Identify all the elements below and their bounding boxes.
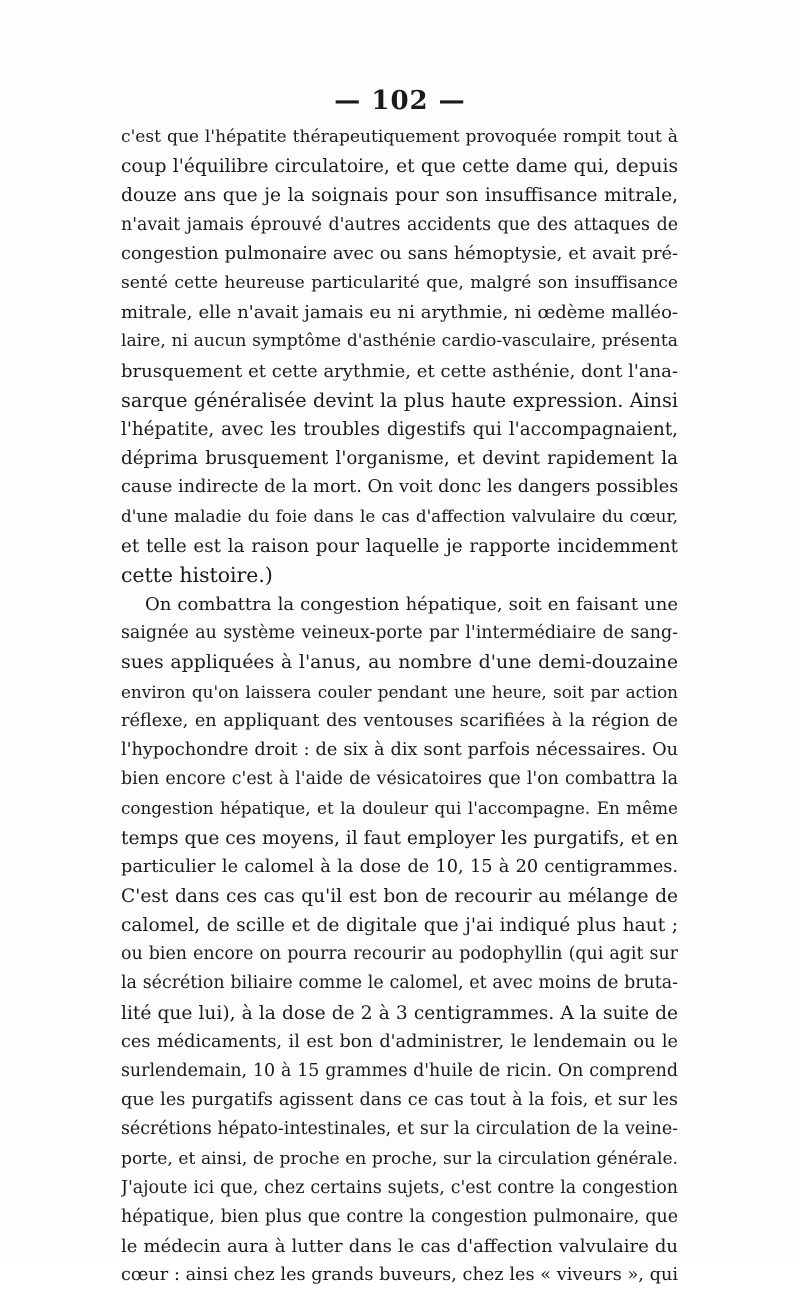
text-line: sécrétions hépato-intestinales, et sur la circulation de la veine- [121, 1119, 678, 1140]
text-line: environ qu'on laissera couler pendant une heure, soit par action [121, 681, 678, 702]
text-line: l'hépatite, avec les troubles digestifs qui l'accompagnaient, [121, 418, 678, 440]
text-line: temps que ces moyens, il faut employer les purgatifs, et en [121, 827, 678, 849]
text-line: senté cette heureuse particularité que, malgré son insuffisance [121, 272, 678, 293]
text-line: hépatique, bien plus que contre la congestion pulmonaire, que [121, 1206, 678, 1227]
body-text [121, 123, 678, 1291]
text-line: l'hypochondre droit : de six à dix sont parfois nécessaires. Ou [121, 739, 678, 760]
text-line: que les purgatifs agissent dans ce cas tout à la fois, et sur les [121, 1090, 678, 1111]
text-line: particulier le calomel à la dose de 10, 15 à 20 centigrammes. [121, 856, 678, 877]
text-line: calomel, de scille et de digitale que j'ai indiqué plus haut ; [121, 915, 678, 937]
text-line: congestion hépatique, et la douleur qui l'accompagne. En même [121, 798, 678, 819]
text-line: lité que lui), à la dose de 2 à 3 centigrammes. A la suite de [121, 1002, 678, 1024]
text-line: C'est dans ces cas qu'il est bon de recourir au mélange de [121, 885, 678, 907]
text-line: déprima brusquement l'organisme, et devint rapidement la [121, 448, 678, 470]
text-line: sues appliquées à l'anus, au nombre d'une demi-douzaine [121, 651, 678, 674]
text-line: cette histoire.) [121, 562, 273, 587]
text-line: coup l'équilibre circulatoire, et que cette dame qui, depuis [121, 156, 678, 178]
text-line: brusquement et cette arythmie, et cette asthénie, dont l'ana- [121, 360, 678, 382]
text-line: et telle est la raison pour laquelle je rapporte incidemment [121, 535, 678, 557]
text-line: cœur : ainsi chez les grands buveurs, chez les « viveurs », qui [121, 1265, 678, 1286]
text-line: la sécrétion biliaire comme le calomel, et avec moins de bruta- [121, 973, 678, 994]
text-line: ou bien encore on pourra recourir au podophyllin (qui agit sur [121, 944, 678, 965]
text-line: J'ajoute ici que, chez certains sujets, c'est contre la congestion [121, 1177, 678, 1198]
text-line: sarque généralisée devint la plus haute expression. Ainsi [121, 388, 678, 412]
text-line: mitrale, elle n'avait jamais eu ni arythmie, ni œdème malléo- [121, 302, 678, 324]
text-line: porte, et ainsi, de proche en proche, sur la circulation générale. [121, 1148, 678, 1169]
text-line: cause indirecte de la mort. On voit donc les dangers possibles [121, 477, 678, 498]
text-line: surlendemain, 10 à 15 grammes d'huile de ricin. On comprend [121, 1061, 678, 1081]
text-line: le médecin aura à lutter dans le cas d'affection valvulaire du [121, 1236, 678, 1258]
text-line: réflexe, en appliquant des ventouses scarifiées à la région de [121, 710, 678, 731]
page-number: — 102 — [334, 86, 466, 116]
text-line: bien encore c'est à l'aide de vésicatoires que l'on combattra la [121, 769, 678, 790]
text-line: douze ans que je la soignais pour son insuffisance mitrale, [121, 185, 678, 207]
paragraph-start-line: On combattra la congestion hépatique, soit en faisant une [145, 594, 678, 615]
text-line: d'une maladie du foie dans le cas d'affection valvulaire du cœur, [121, 506, 678, 527]
text-line: ces médicaments, il est bon d'administrer, le lendemain ou le [121, 1031, 678, 1052]
text-line: c'est que l'hépatite thérapeutiquement provoquée rompit tout à [121, 127, 678, 147]
text-line: saignée au système veineux-porte par l'intermédiaire de sang- [121, 623, 678, 644]
text-line: n'avait jamais éprouvé d'autres accidents que des attaques de [121, 214, 678, 235]
text-line: laire, ni aucun symptôme d'asthénie cardio-vasculaire, présenta [121, 331, 678, 352]
text-line: congestion pulmonaire avec ou sans hémoptysie, et avait pré- [121, 243, 678, 264]
